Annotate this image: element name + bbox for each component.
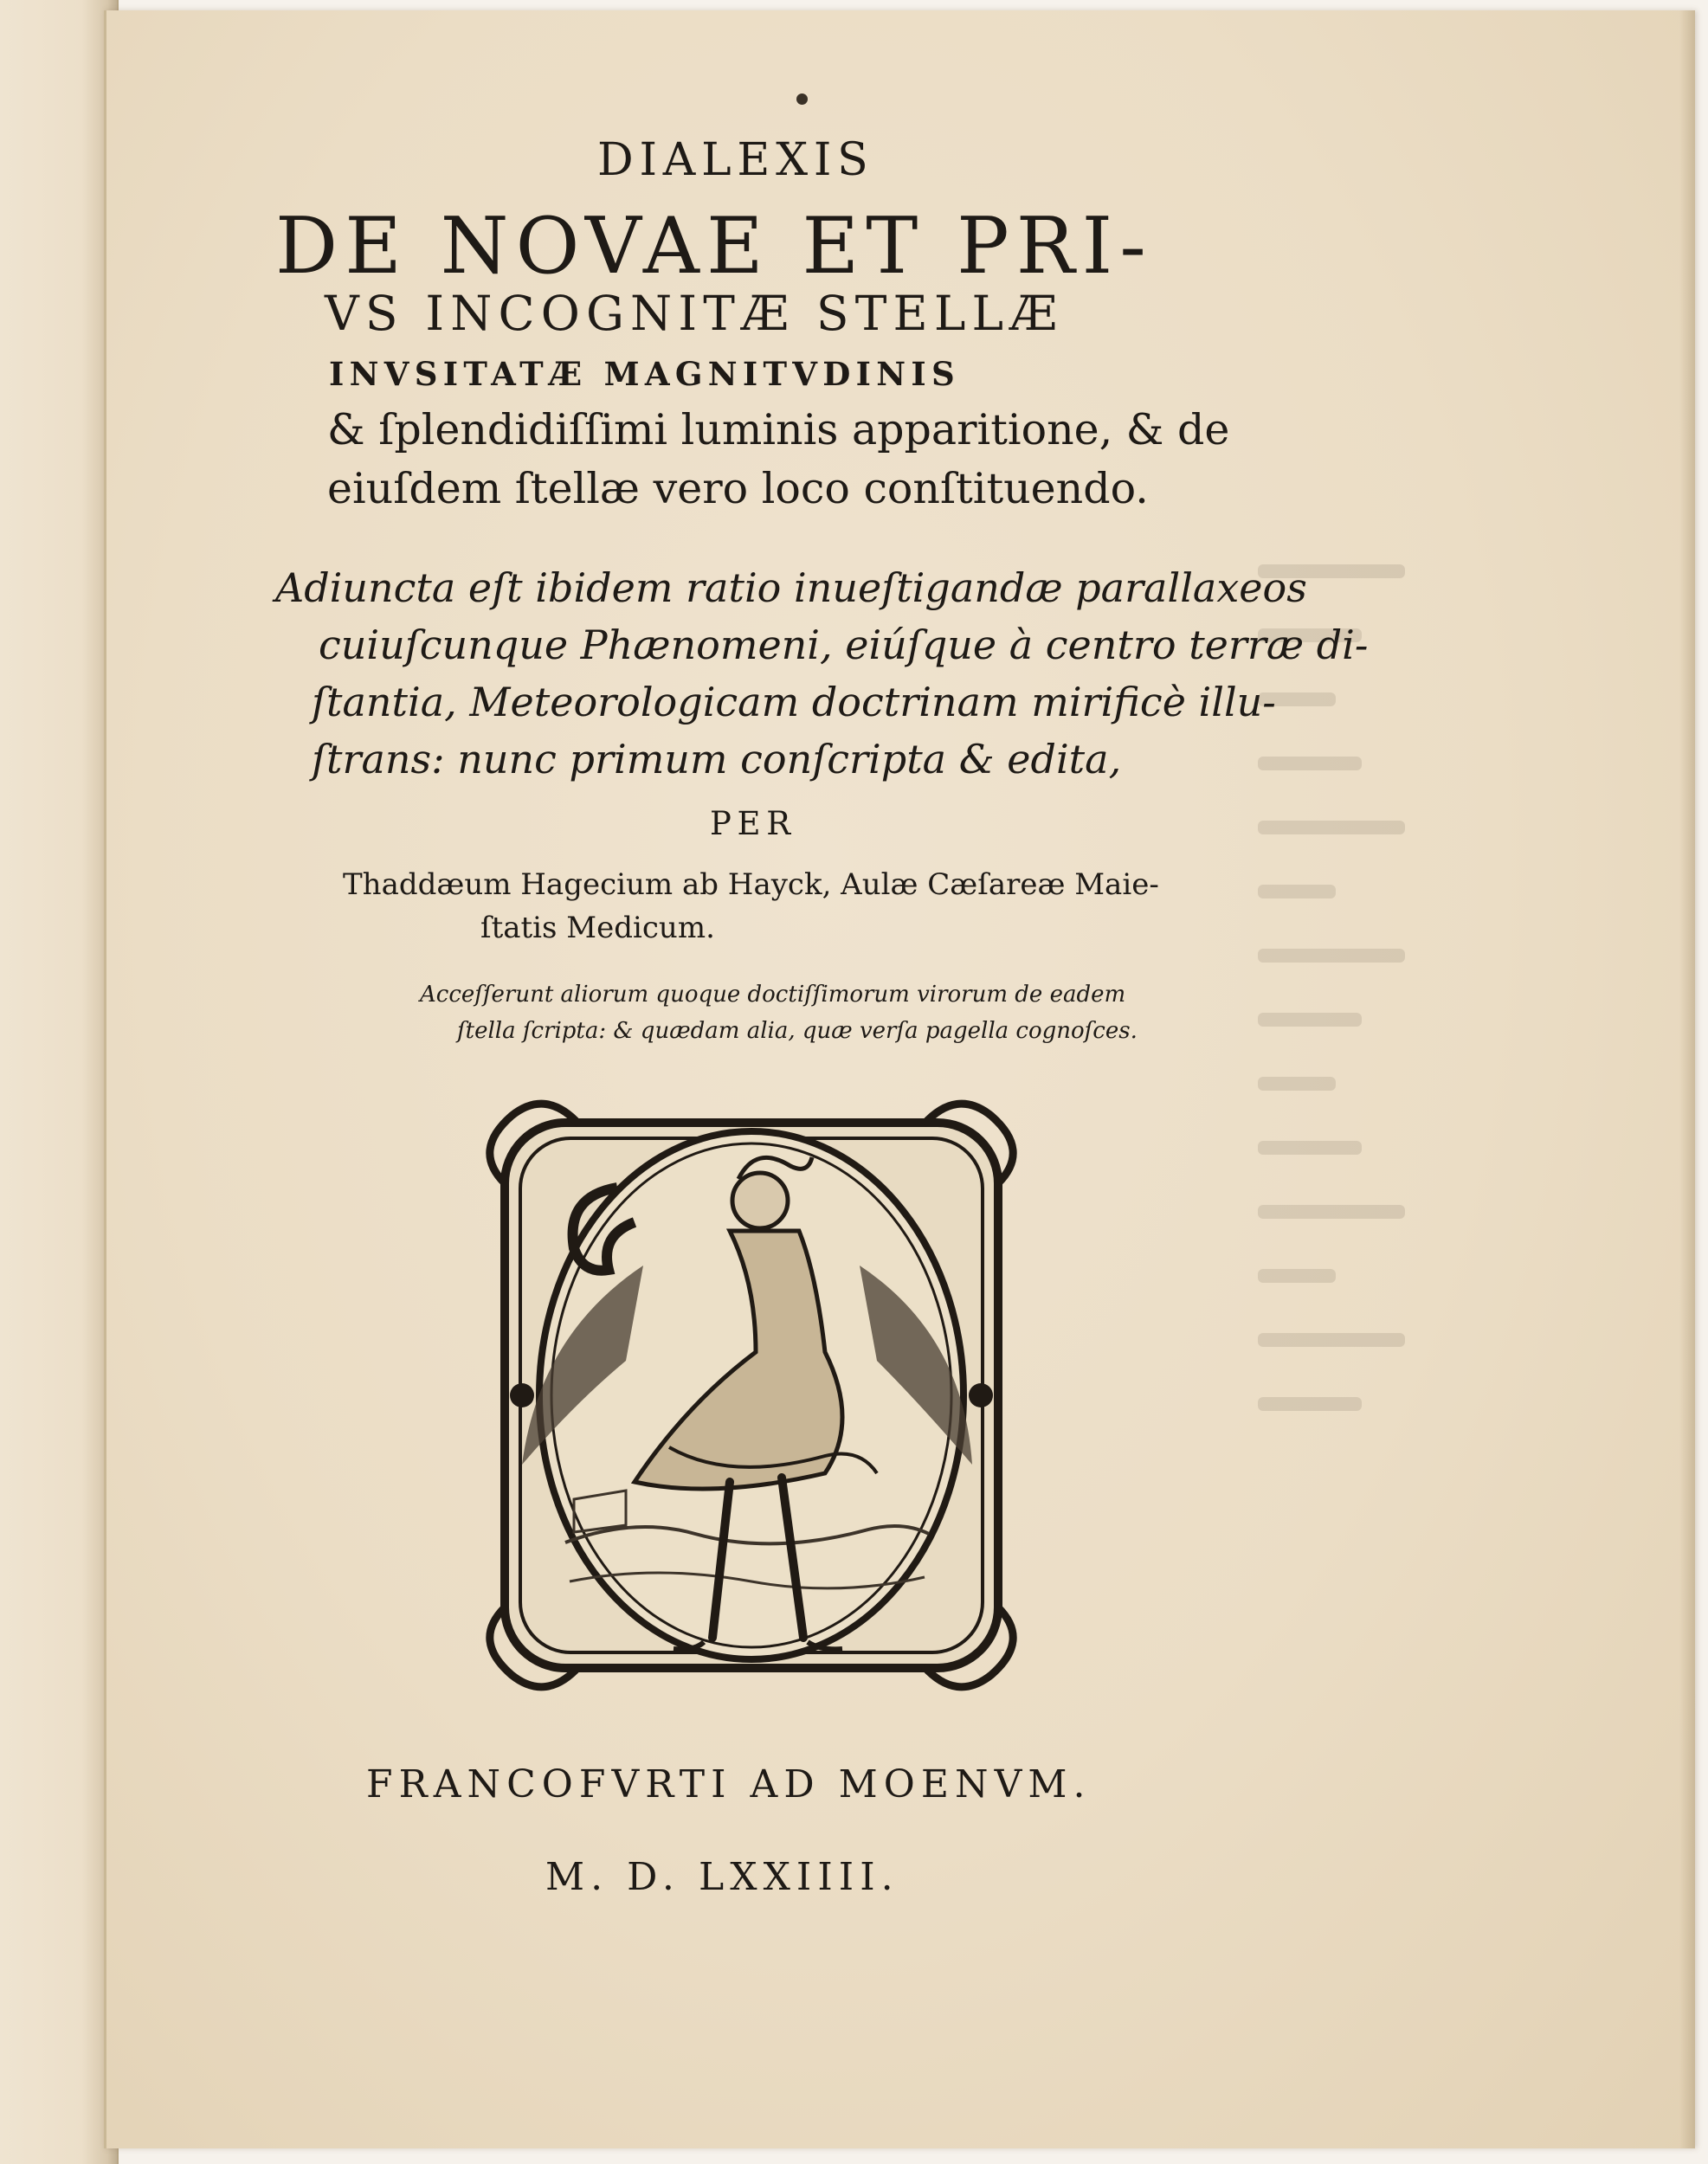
accesserunt-line-1: Acceſſerunt aliorum quoque doctiſſimorum virorum de eadem [420,982,1126,1008]
author-line-2: ſtatis Medicum. [480,911,715,945]
imprint-date: M. D. LXXIIII. [545,1855,899,1899]
subtitle-line-1: Adiuncta eſt ibidem ratio inueſtigandæ parallaxeos [275,564,1307,611]
title-line-eiusdem: eiuſdem ſtellæ vero loco conſtituendo. [327,464,1149,513]
printer-dot [796,93,808,105]
facing-page-edge [0,0,119,2164]
accesserunt-line-2: ſtella ſcripta: & quædam alia, quæ verſa pagella cognoſces. [457,1018,1138,1044]
author-line-1: Thaddæum Hagecium ab Hayck, Aulæ Cæſareæ Maie- [343,867,1159,902]
title-line-dialexis: DIALEXIS [597,134,874,186]
title-line-incognitae: VS INCOGNITÆ STELLÆ [325,286,1064,341]
imprint-place: FRANCOFVRTI AD MOENVM. [366,1762,1092,1807]
subtitle-line-3: ſtantia, Meteorologicam doctrinam mirificè illu- [312,679,1276,725]
subtitle-line-4: ſtrans: nunc primum conſcripta & edita, [312,736,1122,783]
angel-with-trumpet-woodcut-icon [470,1084,1033,1707]
subtitle-line-2: cuiuſcunque Phænomeni, eiúſque à centro terræ di- [319,622,1369,668]
title-line-splendidissimi: & ſplendidiſſimi luminis apparitione, & de [327,405,1230,454]
title-line-de-novae: DE NOVAE ET PRI- [275,201,1153,292]
title-line-inusitatae: INVSITATÆ MAGNITVDINIS [329,355,960,393]
per-label: PER [710,805,796,842]
